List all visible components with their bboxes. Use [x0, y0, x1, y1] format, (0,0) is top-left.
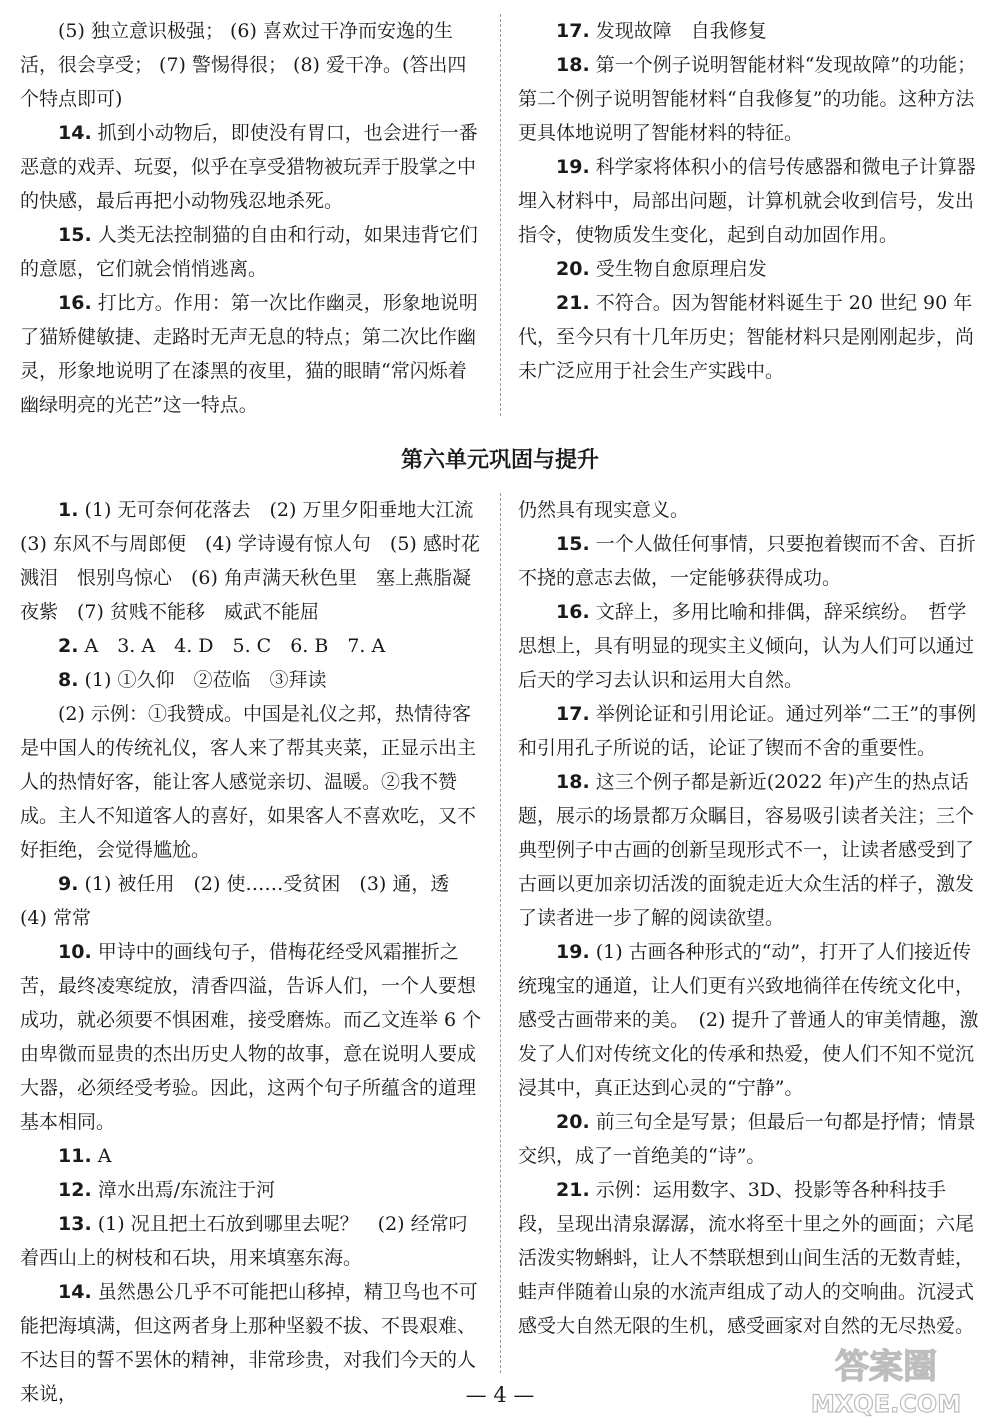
answer-text: (2) 示例：①我赞成。中国是礼仪之邦，热情待客是中国人的传统礼仪，客人来了帮其夹菜，正显示出主人的热情好客，能让客人感觉亲切、温暖。②我不赞成。主人不知道客人的喜好，如果客人不喜欢吃，又不好拒绝，会觉得尴尬。: [20, 703, 477, 861]
answer-number: 1.: [58, 499, 79, 521]
answer-number: 15.: [556, 533, 590, 555]
answer-number: 10.: [58, 941, 92, 963]
answer-text: 甲诗中的画线句子，借梅花经受风霜摧折之苦，最终凌寒绽放，清香四溢，告诉人们，一个人要想成功，就必须要不惧困难，接受磨炼。而乙文连举 6 个由卑微而显贵的杰出历史人物的故事，意在说明人要成大器，必须经受考验。因此，这两个句子所蕴含的道理基本相同。: [20, 941, 482, 1133]
answer-text: (1) 况且把土石放到哪里去呢？ (2) 经常叼着西山上的树枝和石块，用来填塞东海。: [20, 1213, 468, 1269]
answer-number: 20.: [556, 1111, 590, 1133]
answer-item: [20, 867, 482, 935]
answer-number: 18.: [556, 771, 590, 793]
answer-text: 文辞上，多用比喻和排偶，辞采缤纷。 哲学思想上，具有明显的现实主义倾向，认为人们可以通过后天的学习去认识和运用大自然。: [518, 601, 975, 691]
answer-item: [20, 697, 482, 867]
answer-item: [518, 935, 980, 1105]
top-left-column: [20, 14, 482, 422]
answer-text: 人类无法控制猫的自由和行动，如果违背它们的意愿，它们就会悄悄逃离。: [20, 224, 478, 280]
answer-item: [20, 663, 482, 697]
answer-text: 抓到小动物后，即使没有胃口，也会进行一番恶意的戏弄、玩耍，似乎在享受猎物被玩弄于股掌之中的快感，最后再把小动物残忍地杀死。: [20, 122, 478, 212]
answer-number: 17.: [556, 703, 590, 725]
answer-text: 仍然具有现实意义。: [518, 499, 690, 521]
answer-number: 20.: [556, 258, 590, 280]
answer-text: 不符合。因为智能材料诞生于 20 世纪 90 年代，至今只有十几年历史；智能材料只是刚刚起步，尚未广泛应用于社会生产实践中。: [518, 292, 975, 382]
column-divider-top: [500, 14, 501, 416]
answer-item: [20, 116, 482, 218]
column-divider-bottom: [500, 493, 501, 1373]
answer-number: 9.: [58, 873, 79, 895]
answer-item: [518, 1105, 980, 1173]
top-right-column: [518, 14, 980, 388]
answer-text: 漳水出焉/东流注于河: [97, 1179, 276, 1201]
answer-text: 这三个例子都是新近(2022 年)产生的热点话题，展示的场景都万众瞩目，容易吸引读者关注；三个典型例子中古画的创新呈现形式不一，让读者感受到了古画以更加亲切活泼的面貌走近大众生活的样子，激发了读者进一步了解的阅读欲望。: [518, 771, 975, 929]
answer-item: [518, 150, 980, 252]
answer-number: 11.: [58, 1145, 92, 1167]
answer-item: [518, 765, 980, 935]
answer-item: [20, 218, 482, 286]
answer-number: 16.: [556, 601, 590, 623]
answer-item: [20, 629, 482, 663]
answer-item: [20, 493, 493, 629]
answer-text: 第一个例子说明智能材料“发现故障”的功能；第二个例子说明智能材料“自我修复”的功能。这种方法更具体地说明了智能材料的特征。: [518, 54, 977, 144]
answer-text: (1) 被任用 (2) 使……受贫困 (3) 通，透 (4) 常常: [20, 873, 469, 929]
answer-number: 2.: [58, 635, 79, 657]
answer-text: 虽然愚公几乎不可能把山移掉，精卫鸟也不可能把海填满，但这两者身上那种坚毅不拔、不畏艰难、不达目的誓不罢休的精神，非常珍贵，对我们今天的人来说，: [20, 1281, 478, 1405]
answer-text: (1) ①久仰 ②莅临 ③拜读: [84, 669, 327, 691]
answer-item: [20, 1173, 482, 1207]
answer-item: [518, 286, 980, 388]
answer-number: 21.: [556, 1179, 590, 1201]
answer-number: 8.: [58, 669, 79, 691]
answer-item: [518, 527, 980, 595]
answer-item: [20, 1207, 482, 1275]
answer-item: [20, 14, 482, 116]
answer-text: A 3. A 4. D 5. C 6. B 7. A: [84, 635, 386, 657]
answer-number: 21.: [556, 292, 590, 314]
answer-text: 示例：运用数字、3D、投影等各种科技手段，呈现出清泉潺潺，流水将至十里之外的画面；六尾活泼实物蝌蚪，让人不禁联想到山间生活的无数青蛙，蛙声伴随着山泉的水流声组成了动人的交响曲。沉浸式感受大自然无限的生机，感受画家对自然的无尽热爱。: [518, 1179, 975, 1337]
answer-number: 14.: [58, 1281, 92, 1303]
answer-item: [518, 595, 980, 697]
answer-number: 17.: [556, 20, 590, 42]
answer-text: A: [97, 1145, 112, 1167]
answer-text: 发现故障 自我修复: [595, 20, 767, 42]
answer-text: (5) 独立意识极强； (6) 喜欢过干净而安逸的生活，很会享受； (7) 警惕得很； (8) 爱干净。(答出四个特点即可): [20, 20, 467, 110]
answer-number: 12.: [58, 1179, 92, 1201]
bottom-right-column: [518, 493, 980, 1343]
watermark-text-cn: 答案圈: [835, 1347, 937, 1387]
answer-text: 打比方。作用：第一次比作幽灵，形象地说明了猫矫健敏捷、走路时无声无息的特点；第二次比作幽灵，形象地说明了在漆黑的夜里，猫的眼睛“常闪烁着幽绿明亮的光芒”这一特点。: [20, 292, 478, 416]
answer-number: 19.: [556, 941, 590, 963]
answer-item: [518, 14, 980, 48]
answer-item: [518, 252, 980, 286]
answer-text: 举例论证和引用论证。通过列举“二王”的事例和引用孔子所说的话，论证了锲而不舍的重要性。: [518, 703, 977, 759]
bottom-left-column: [20, 493, 493, 1411]
answer-item: [518, 48, 980, 150]
answer-number: 19.: [556, 156, 590, 178]
watermark-logo: [786, 1340, 986, 1420]
answer-text: 前三句全是写景；但最后一句都是抒情；情景交织，成了一首绝美的“诗”。: [518, 1111, 976, 1167]
answer-text: 一个人做任何事情，只要抱着锲而不舍、百折不挠的意志去做，一定能够获得成功。: [518, 533, 976, 589]
answer-item: [518, 1173, 980, 1343]
watermark-text-en: MXQE.COM: [810, 1390, 962, 1418]
answer-text: 受生物自愈原理启发: [595, 258, 767, 280]
answer-item: [518, 697, 980, 765]
answer-item: [20, 286, 482, 422]
answer-text: 科学家将体积小的信号传感器和微电子计算器埋入材料中，局部出问题，计算机就会收到信号，发出指令，使物质发生变化，起到自动加固作用。: [518, 156, 976, 246]
answer-number: 16.: [58, 292, 92, 314]
answer-item: [518, 493, 980, 527]
answer-item: [20, 935, 482, 1139]
answer-number: 13.: [58, 1213, 92, 1235]
section-title: 第六单元巩固与提升: [400, 448, 599, 473]
answer-text: (1) 古画各种形式的“动”，打开了人们接近传统瑰宝的通道，让人们更有兴致地徜徉在传统文化中，感受古画带来的美。 (2) 提升了普通人的审美情趣，激发了人们对传统文化的传承和热爱，使人们不知不觉沉浸其中，真正达到心灵的“宁静”。: [518, 941, 979, 1099]
answer-item: [20, 1139, 482, 1173]
answer-number: 14.: [58, 122, 92, 144]
answer-number: 18.: [556, 54, 590, 76]
page-number: — 4 —: [465, 1383, 535, 1407]
answer-text: (1) 无可奈何花落去 (2) 万里夕阳垂地大江流 (3) 东风不与周郎便 (4) 学诗谩有惊人句 (5) 感时花溅泪 恨别鸟惊心 (6) 角声满天秋色里 塞上燕脂凝夜紫 (7) 贫贱不能移 威武不能屈: [20, 499, 493, 623]
answer-number: 15.: [58, 224, 92, 246]
